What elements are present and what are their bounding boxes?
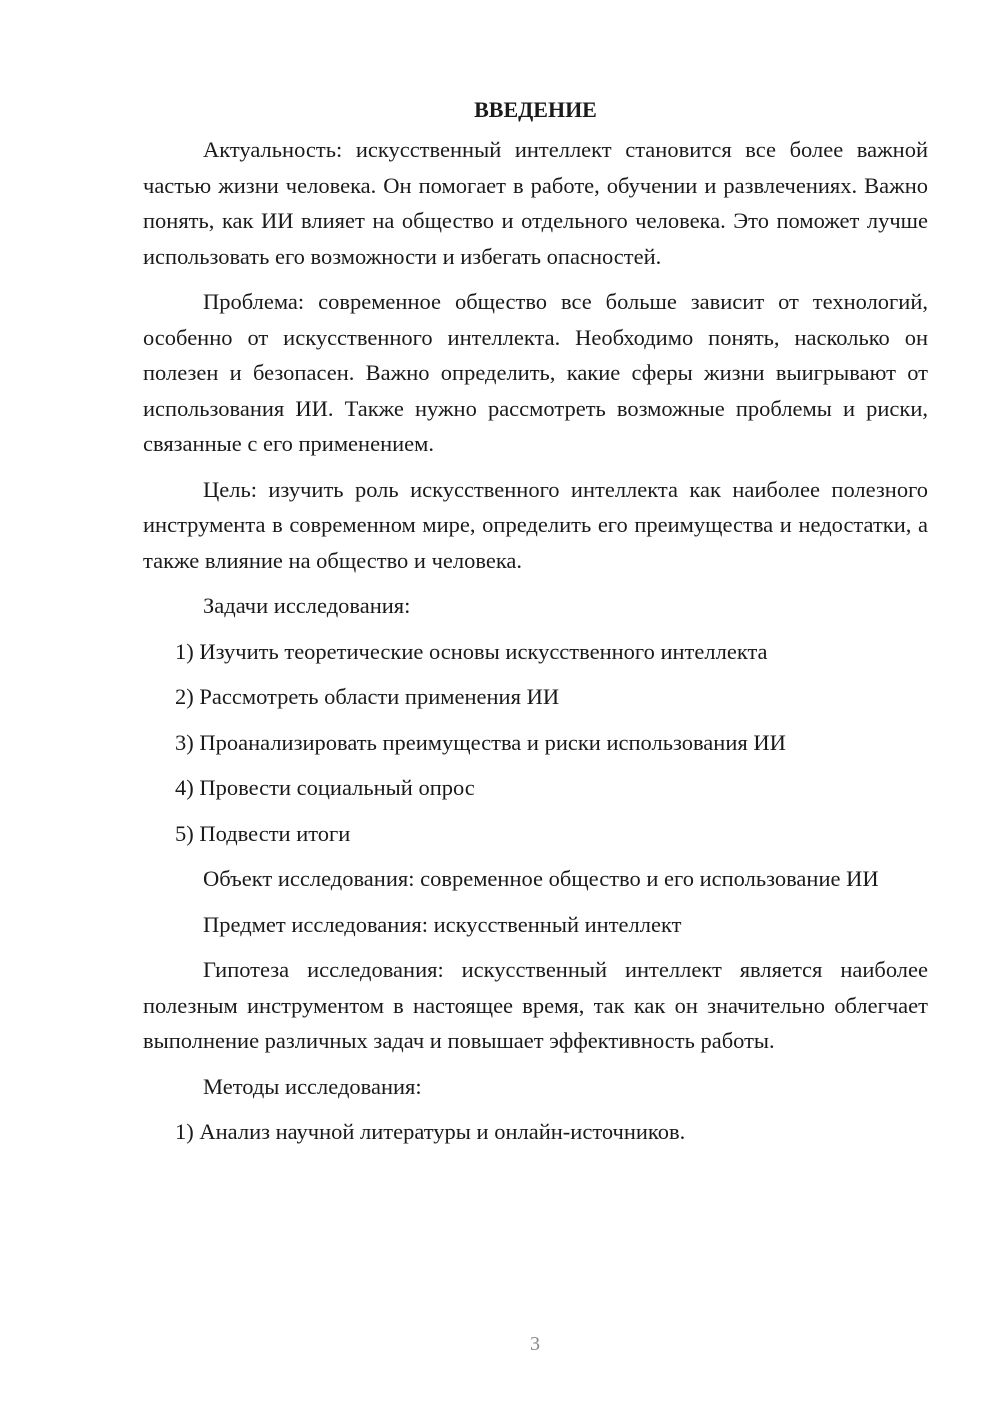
list-item: 1) Анализ научной литературы и онлайн-источников. xyxy=(175,1119,686,1144)
list-item: 2) Рассмотреть области применения ИИ xyxy=(175,684,560,709)
page-title: ВВЕДЕНИЕ xyxy=(474,97,597,122)
methods-list xyxy=(143,1114,928,1150)
list-item: 4) Провести социальный опрос xyxy=(175,775,475,800)
subject-paragraph: Предмет исследования: искусственный интеллект xyxy=(203,911,682,937)
hypothesis-paragraph: Гипотеза исследования: искусственный интеллект является наиболее полезным инструментом в настоящее время, так как он значительно облегчает выполнение различных задач и повышает эффективность работы. xyxy=(143,957,928,1053)
list-item: 5) Подвести итоги xyxy=(175,820,351,846)
problem-paragraph: Проблема: современное общество все больше зависит от технологий, особенно от искусственного интеллекта. Необходимо понять, насколько он полезен и безопасен. Важно определить, какие сферы жизни выигрывают от использования ИИ. Также нужно рассмотреть возможные проблемы и риски, связанные с его применением. xyxy=(143,289,928,456)
methods-heading: Методы исследования: xyxy=(203,1073,422,1099)
relevance-paragraph: Актуальность: искусственный интеллект становится все более важной частью жизни человека. Он помогает в работе, обучении и развлечениях. Важно понять, как ИИ влияет на общество и отдельного человека. Это поможет лучше использовать его возможности и избегать опасностей. xyxy=(143,137,928,269)
goal-paragraph: Цель: изучить роль искусственного интеллекта как наиболее полезного инструмента в современном мире, определить его преимущества и недостатки, а также влияние на общество и человека. xyxy=(143,476,928,573)
tasks-heading: Задачи исследования: xyxy=(203,593,411,618)
list-item: 3) Проанализировать преимущества и риски использования ИИ xyxy=(175,729,786,755)
page-body xyxy=(143,92,928,1160)
object-paragraph: Объект исследования: современное общество и его использование ИИ xyxy=(203,866,879,891)
list-item: 1) Изучить теоретические основы искусственного интеллекта xyxy=(175,638,768,664)
tasks-list xyxy=(143,634,928,852)
page-number: 3 xyxy=(530,1333,540,1355)
